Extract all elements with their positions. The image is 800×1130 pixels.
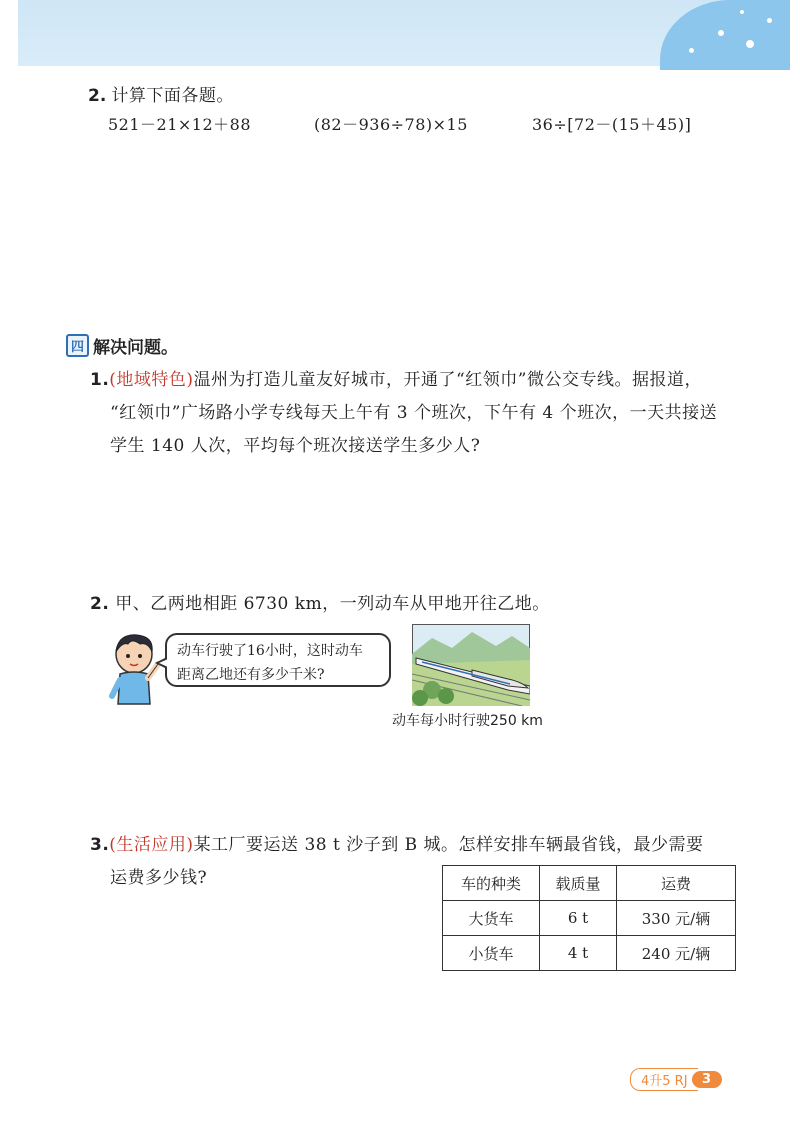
q3-line2: 运费多少钱? (110, 868, 208, 888)
q1-line2: “红领巾”广场路小学专线每天上午有 3 个班次，下午有 4 个班次，一天共接送 (110, 403, 718, 423)
table-row (443, 901, 736, 936)
decor-dot (767, 18, 772, 23)
section-title: 解决问题。 (93, 338, 178, 358)
q1-line1: 温州为打造儿童友好城市，开通了“红领巾”微公交专线。据报道， (193, 370, 702, 390)
section-number-icon: 四 (66, 334, 89, 357)
question-2 (90, 588, 550, 621)
q2-text: 甲、乙两地相距 6730 km，一列动车从甲地开往乙地。 (115, 594, 550, 614)
table-row (443, 936, 736, 971)
expression-2: (82－936÷78)×15 (314, 115, 468, 134)
q2-number: 2. (90, 594, 110, 614)
q1-line3: 学生 140 人次，平均每个班次接送学生多少人? (110, 436, 481, 456)
table-cell: 330 元/辆 (617, 901, 736, 936)
decor-dot (689, 48, 694, 53)
table-cell: 小货车 (443, 936, 540, 971)
bubble-line2: 距离乙地还有多少千米? (177, 667, 325, 683)
table-cell: 大货车 (443, 901, 540, 936)
expression-3: 36÷[72－(15＋45)] (532, 115, 692, 134)
page-footer (630, 1068, 722, 1091)
calc-title: 计算下面各题。 (111, 86, 234, 106)
bubble-line1: 动车行驶了16小时，这时动车 (177, 643, 363, 659)
q3-tag: (生活应用) (109, 835, 194, 855)
section-heading (66, 333, 178, 358)
header-band (18, 0, 784, 66)
page-number: 3 (692, 1071, 722, 1088)
train-caption: 动车每小时行驶250 km (392, 713, 543, 729)
question-1 (90, 364, 750, 463)
train-illustration (412, 624, 530, 706)
table-cell: 4 t (540, 936, 617, 971)
expression-1: 521－21×12＋88 (108, 115, 252, 134)
header-wave-decoration (660, 0, 790, 70)
q3-line1: 某工厂要运送 38 t 沙子到 B 城。怎样安排车辆最省钱，最少需要 (193, 835, 704, 855)
calc-heading (88, 80, 234, 113)
table-cell: 240 元/辆 (617, 936, 736, 971)
decor-dot (718, 30, 724, 36)
fare-table (442, 865, 736, 971)
table-header: 载质量 (540, 866, 617, 901)
grade-label: 4升5 RJ (630, 1068, 698, 1091)
table-header: 车的种类 (443, 866, 540, 901)
q1-tag: (地域特色) (109, 370, 194, 390)
boy-illustration (104, 630, 166, 712)
q1-number: 1. (90, 370, 110, 390)
speech-bubble (165, 633, 391, 687)
calc-number: 2. (88, 86, 107, 106)
table-header-row (443, 866, 736, 901)
decor-dot (746, 40, 754, 48)
q3-number: 3. (90, 835, 110, 855)
table-header: 运费 (617, 866, 736, 901)
decor-dot (740, 10, 744, 14)
table-cell: 6 t (540, 901, 617, 936)
